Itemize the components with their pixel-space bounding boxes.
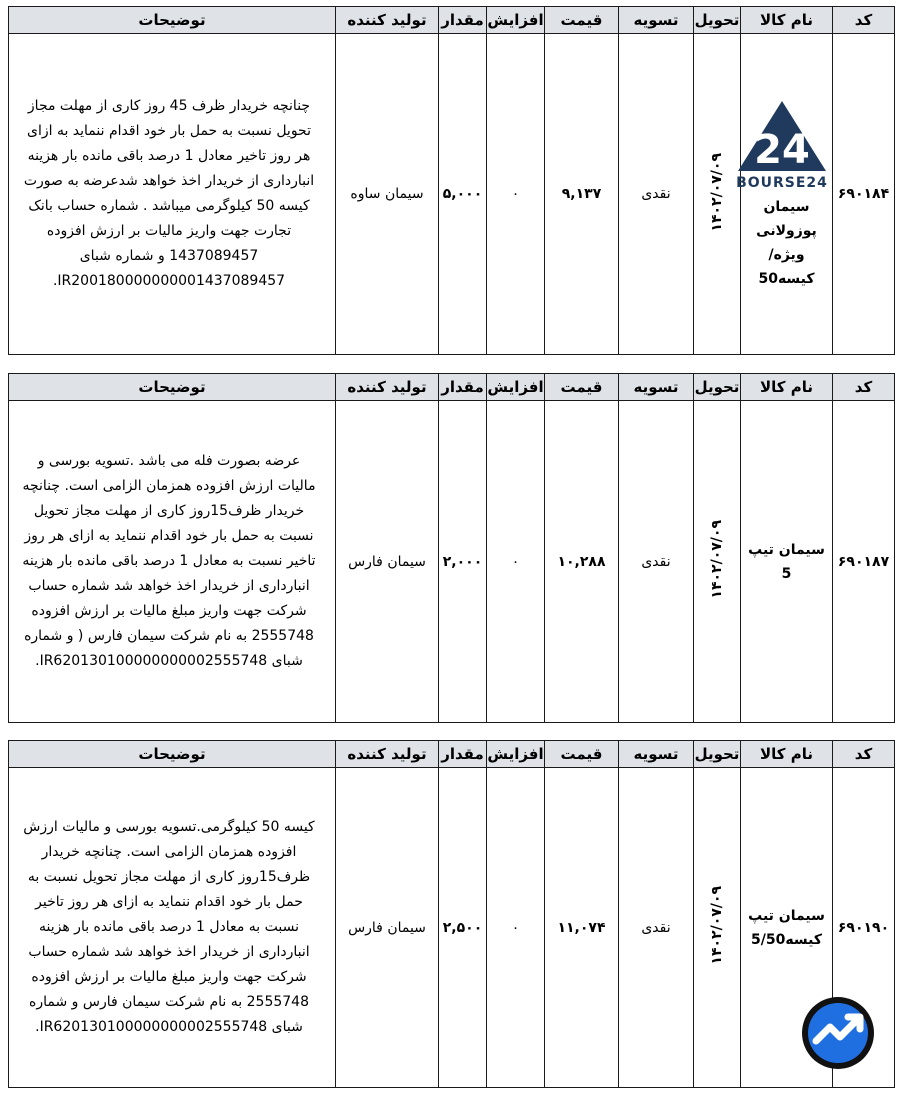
trend-arrow-badge-icon [800,995,876,1071]
offer-increase: ۰ [487,34,545,355]
offer-quantity: ۲,۵۰۰ [439,768,487,1088]
offer-name-cell [736,34,833,355]
offer-delivery-cell [694,768,741,1088]
offer-description: چنانچه خریدار ظرف 45 روز کاری از مهلت مجاز تحویل نسبت به حمل بار خود اقدام ننماید به ازای هر روز تاخیر معادل 1 درصد باقی مانده بار هزینه انبارداری از خریدار اخذ خواهد شدعرضه به صورت کیسه 50 کیلوگرمی میباشد . شماره حساب بانک تجارت جهت واریز مالیات بر ارزش افزوده 1437089457 و شماره شبای IR200180000000001437089457. [9,34,336,355]
header-increase: افزایش [487,7,545,34]
offer-name: سیمان پوزولانی ویژه/کیسه50 [756,199,817,287]
header-producer: تولید کننده [336,374,439,401]
table-header-row [9,741,895,768]
offer-price: ۹,۱۳۷ [545,34,619,355]
offer-code: ۶۹۰۱۸۷ [833,401,895,723]
header-increase: افزایش [487,374,545,401]
offer-table-1 [8,6,895,355]
header-settlement: تسویه [619,7,694,34]
offer-name: سیمان تیپ 5 [741,401,833,723]
header-delivery: تحویل [694,374,741,401]
offer-code: ۶۹۰۱۸۴ [833,34,895,355]
header-settlement: تسویه [619,374,694,401]
offer-settlement: نقدی [619,401,694,723]
header-price: قیمت [545,7,619,34]
header-name: نام کالا [741,7,833,34]
header-quantity: مقدار [439,741,487,768]
header-description: توضیحات [9,374,336,401]
offer-settlement: نقدی [619,768,694,1088]
header-delivery: تحویل [694,7,741,34]
header-settlement: تسویه [619,741,694,768]
table-row [9,34,895,355]
offer-increase: ۰ [487,401,545,723]
header-price: قیمت [545,374,619,401]
offer-table-3 [8,740,895,1088]
header-name: نام کالا [741,374,833,401]
offer-delivery: ۱۴۰۲/۰۷/۰۹ [709,152,725,232]
offer-settlement: نقدی [619,34,694,355]
offer-delivery-cell [694,34,741,355]
header-code: کد [833,741,895,768]
header-producer: تولید کننده [336,7,439,34]
offer-name: سیمان تیپ کیسه5/50 [741,768,833,1088]
bourse24-logo [736,99,828,191]
offer-table-2 [8,373,895,723]
header-increase: افزایش [487,741,545,768]
header-code: کد [833,7,895,34]
offer-increase: ۰ [487,768,545,1088]
offer-quantity: ۵,۰۰۰ [439,34,487,355]
header-producer: تولید کننده [336,741,439,768]
table-row [9,401,895,723]
header-quantity: مقدار [439,374,487,401]
header-name: نام کالا [741,741,833,768]
table-header-row [9,374,895,401]
offer-quantity: ۲,۰۰۰ [439,401,487,723]
svg-text:BOURSE24: BOURSE24 [736,175,828,191]
header-price: قیمت [545,741,619,768]
offer-producer: سیمان فارس [336,401,439,723]
offer-producer: سیمان ساوه [336,34,439,355]
offer-delivery: ۱۴۰۲/۰۷/۰۹ [709,886,725,965]
offer-delivery: ۱۴۰۲/۰۷/۰۹ [709,520,725,599]
offer-price: ۱۱,۰۷۴ [545,768,619,1088]
table-row [9,768,895,1088]
offer-producer: سیمان فارس [336,768,439,1088]
offer-code: ۶۹۰۱۹۰ [833,768,895,1088]
table-header-row [9,7,895,34]
offer-description: کیسه 50 کیلوگرمی.تسویه بورسی و مالیات ارزش افزوده همزمان الزامی است. چنانچه خریدار ظرف15روز کاری از مهلت مجاز تحویل نسبت به حمل بار خود اقدام ننماید به ازای هر روز تاخیر نسبت به معادل 1 درصد باقی مانده بار هزینه انبارداری از خریدار اخذ خواهد شد شماره حساب شرکت جهت واریز مبلغ مالیات بر ارزش افزوده 2555748 به نام شرکت سیمان فارس و شماره شبای IR620130100000000002555748. [9,768,336,1088]
header-quantity: مقدار [439,7,487,34]
offer-delivery-cell [694,401,741,723]
offer-price: ۱۰,۲۸۸ [545,401,619,723]
offer-description: عرضه بصورت فله می باشد .تسویه بورسی و مالیات ارزش افزوده همزمان الزامی است. چنانچه خریدار ظرف15روز کاری از مهلت مجاز تحویل نسبت به حمل بار خود اقدام ننماید به ازای هر روز تاخیر نسبت به معادل 1 درصد باقی مانده بار هزینه انبارداری از خریدار اخذ خواهد شد شماره حساب شرکت جهت واریز مبلغ مالیات بر ارزش افزوده 2555748 به نام شرکت سیمان فارس ( و شماره شبای IR620130100000000002555748. [9,401,336,723]
header-description: توضیحات [9,741,336,768]
header-description: توضیحات [9,7,336,34]
header-code: کد [833,374,895,401]
header-delivery: تحویل [694,741,741,768]
svg-text:24: 24 [754,127,810,173]
